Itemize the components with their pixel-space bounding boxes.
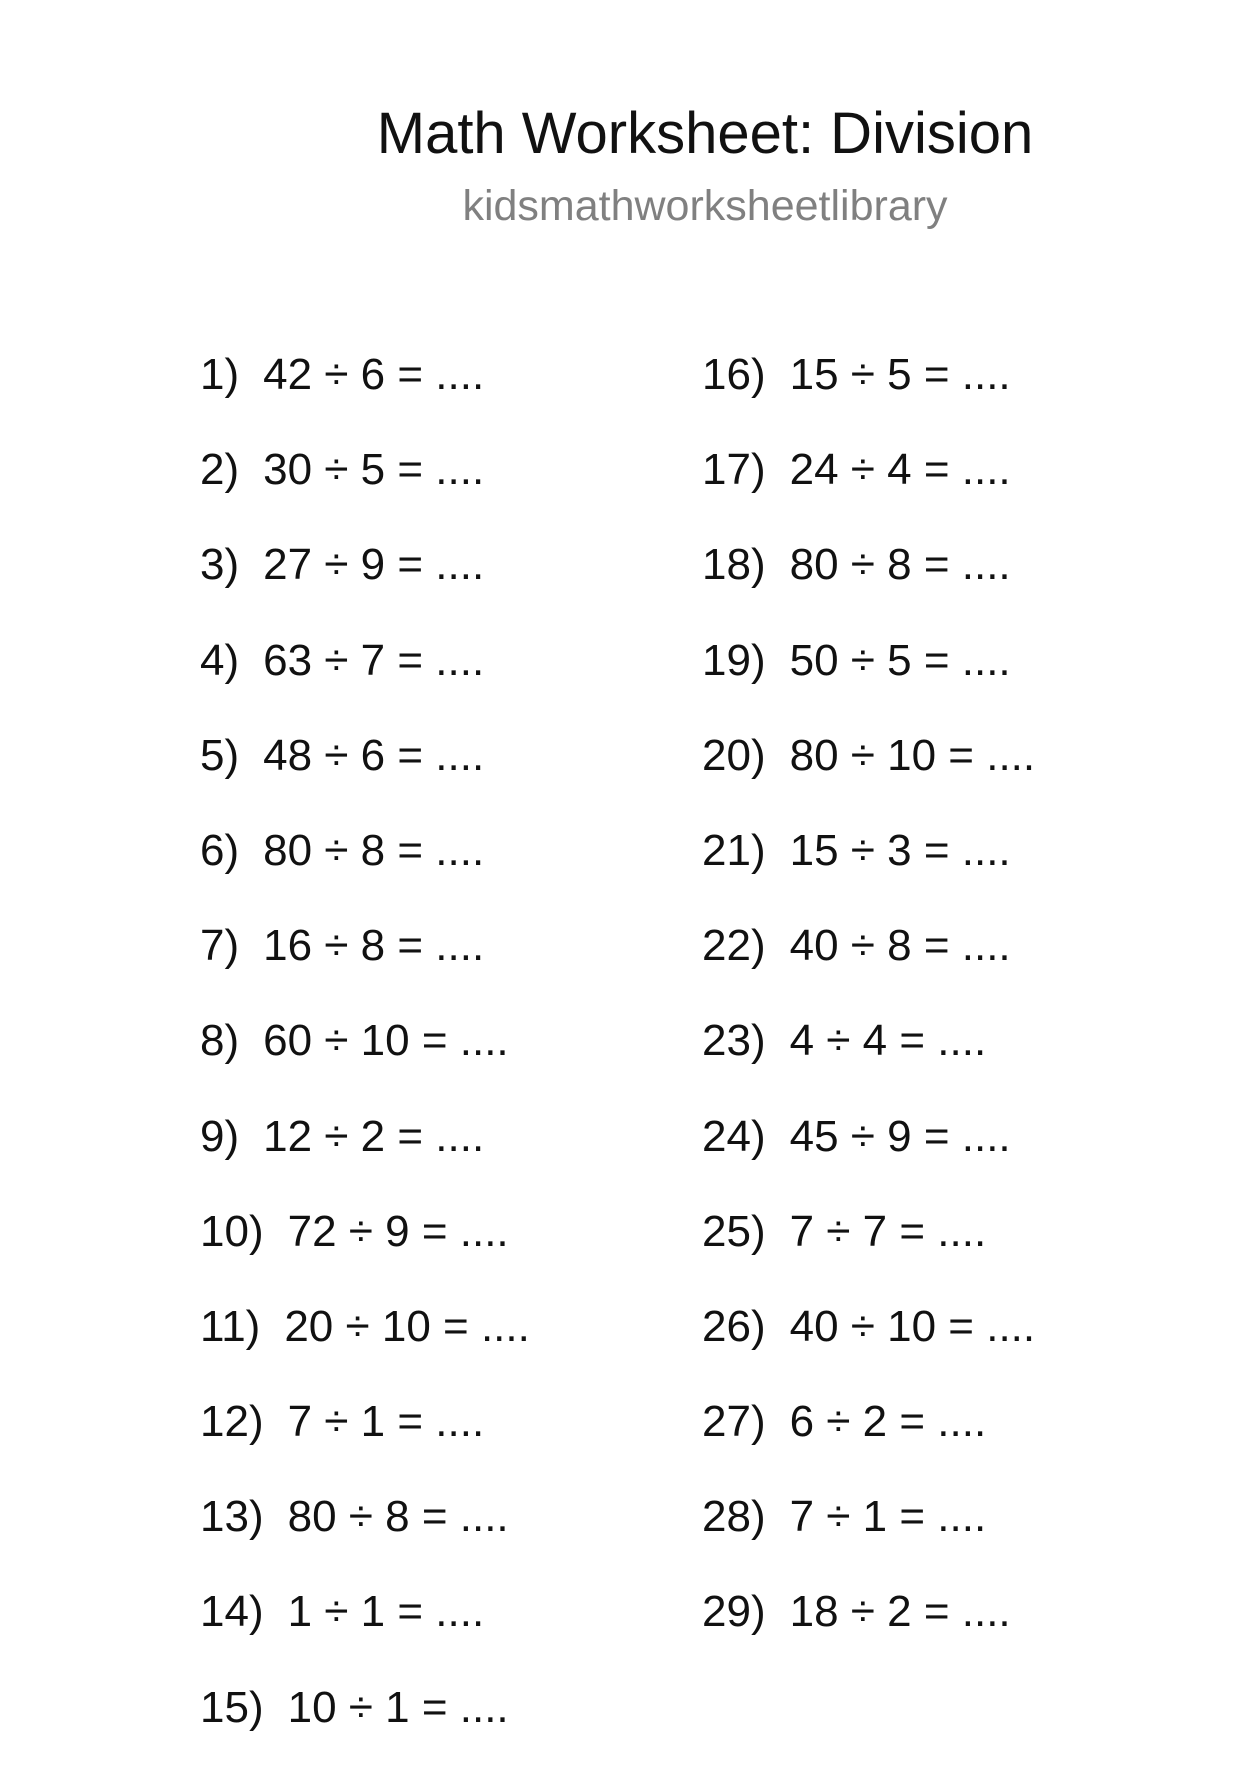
- problem-number: 16): [702, 350, 766, 399]
- problem-number: 1): [200, 350, 240, 399]
- problem-26: [702, 1297, 1035, 1392]
- problem-expression: 7 ÷ 7 = ....: [789, 1206, 987, 1256]
- problem-19: [702, 631, 1035, 726]
- problem-18: [702, 535, 1035, 630]
- problem-expression: 27 ÷ 9 = ....: [263, 540, 485, 590]
- problem-21: [702, 821, 1035, 916]
- problem-expression: 15 ÷ 3 = ....: [789, 825, 1011, 875]
- problem-number: 23): [702, 1016, 766, 1066]
- problem-5: [200, 726, 530, 821]
- problem-number: 14): [200, 1587, 264, 1637]
- problem-expression: 80 ÷ 8 = ....: [789, 540, 1011, 590]
- problem-expression: 40 ÷ 10 = ....: [789, 1301, 1036, 1351]
- problem-9: [200, 1107, 530, 1202]
- problem-3: [200, 535, 530, 630]
- problem-15: [200, 1678, 530, 1773]
- problem-2: [200, 440, 530, 535]
- problem-number: 19): [702, 635, 766, 685]
- problem-expression: 45 ÷ 9 = ....: [789, 1111, 1011, 1161]
- worksheet-title: Math Worksheet: Division: [376, 101, 1034, 166]
- problem-expression: 40 ÷ 8 = ....: [789, 921, 1011, 971]
- problem-expression: 6 ÷ 2 = ....: [789, 1397, 987, 1447]
- problems-column-left: [200, 345, 530, 1773]
- problem-8: [200, 1011, 530, 1106]
- problem-number: 9): [200, 1111, 240, 1161]
- problem-expression: 63 ÷ 7 = ....: [263, 635, 485, 685]
- problem-number: 20): [702, 730, 766, 780]
- problem-expression: 15 ÷ 5 = ....: [789, 350, 1011, 399]
- problem-7: [200, 916, 530, 1011]
- problem-number: 15): [200, 1682, 264, 1732]
- problem-29: [702, 1582, 1035, 1677]
- problem-expression: 24 ÷ 4 = ....: [789, 445, 1011, 495]
- problem-number: 27): [702, 1397, 766, 1447]
- problem-expression: 72 ÷ 9 = ....: [287, 1206, 509, 1256]
- problem-expression: 1 ÷ 1 = ....: [287, 1587, 485, 1637]
- problem-6: [200, 821, 530, 916]
- problem-number: 26): [702, 1301, 766, 1351]
- problem-expression: 80 ÷ 8 = ....: [263, 825, 485, 875]
- problem-12: [200, 1392, 530, 1487]
- problem-25: [702, 1202, 1035, 1297]
- problem-number: 8): [200, 1016, 240, 1066]
- problem-number: 11): [200, 1301, 261, 1351]
- problem-28: [702, 1487, 1035, 1582]
- problems-column-right: [702, 345, 1035, 1678]
- problem-13: [200, 1487, 530, 1582]
- problem-number: 17): [702, 445, 766, 495]
- problem-number: 6): [200, 825, 240, 875]
- problem-20: [702, 726, 1035, 821]
- problem-expression: 60 ÷ 10 = ....: [263, 1016, 509, 1066]
- problem-11: [200, 1297, 530, 1392]
- problem-27: [702, 1392, 1035, 1487]
- problem-expression: 10 ÷ 1 = ....: [287, 1682, 509, 1732]
- problem-expression: 50 ÷ 5 = ....: [789, 635, 1011, 685]
- problem-expression: 80 ÷ 8 = ....: [287, 1492, 509, 1542]
- problem-number: 12): [200, 1397, 264, 1447]
- problem-number: 5): [200, 730, 240, 780]
- problem-expression: 80 ÷ 10 = ....: [789, 730, 1036, 780]
- problem-number: 25): [702, 1206, 766, 1256]
- problem-17: [702, 440, 1035, 535]
- problem-expression: 30 ÷ 5 = ....: [263, 445, 485, 495]
- problem-expression: 20 ÷ 10 = ....: [284, 1301, 530, 1351]
- problem-10: [200, 1202, 530, 1297]
- problem-number: 29): [702, 1587, 766, 1637]
- problem-number: 2): [200, 445, 240, 495]
- problem-14: [200, 1582, 530, 1677]
- problem-expression: 12 ÷ 2 = ....: [263, 1111, 485, 1161]
- problem-expression: 16 ÷ 8 = ....: [263, 921, 485, 971]
- problem-expression: 7 ÷ 1 = ....: [287, 1397, 485, 1447]
- problem-24: [702, 1107, 1035, 1202]
- problem-23: [702, 1011, 1035, 1106]
- problem-number: 22): [702, 921, 766, 971]
- worksheet-subtitle: kidsmathworksheetlibrary: [462, 182, 948, 230]
- problem-number: 4): [200, 635, 240, 685]
- problem-number: 13): [200, 1492, 264, 1542]
- problem-expression: 48 ÷ 6 = ....: [263, 730, 485, 780]
- problem-number: 10): [200, 1206, 264, 1256]
- problem-expression: 7 ÷ 1 = ....: [789, 1492, 987, 1542]
- problem-number: 3): [200, 540, 240, 590]
- problem-number: 18): [702, 540, 766, 590]
- problem-number: 28): [702, 1492, 766, 1542]
- problem-expression: 18 ÷ 2 = ....: [789, 1587, 1011, 1637]
- problem-4: [200, 631, 530, 726]
- problem-number: 24): [702, 1111, 766, 1161]
- problem-22: [702, 916, 1035, 1011]
- problem-expression: 4 ÷ 4 = ....: [789, 1016, 987, 1066]
- problem-expression: 42 ÷ 6 = ....: [263, 350, 485, 399]
- problem-number: 7): [200, 921, 240, 971]
- problem-1: [200, 345, 530, 440]
- problem-16: [702, 345, 1035, 440]
- problem-number: 21): [702, 825, 766, 875]
